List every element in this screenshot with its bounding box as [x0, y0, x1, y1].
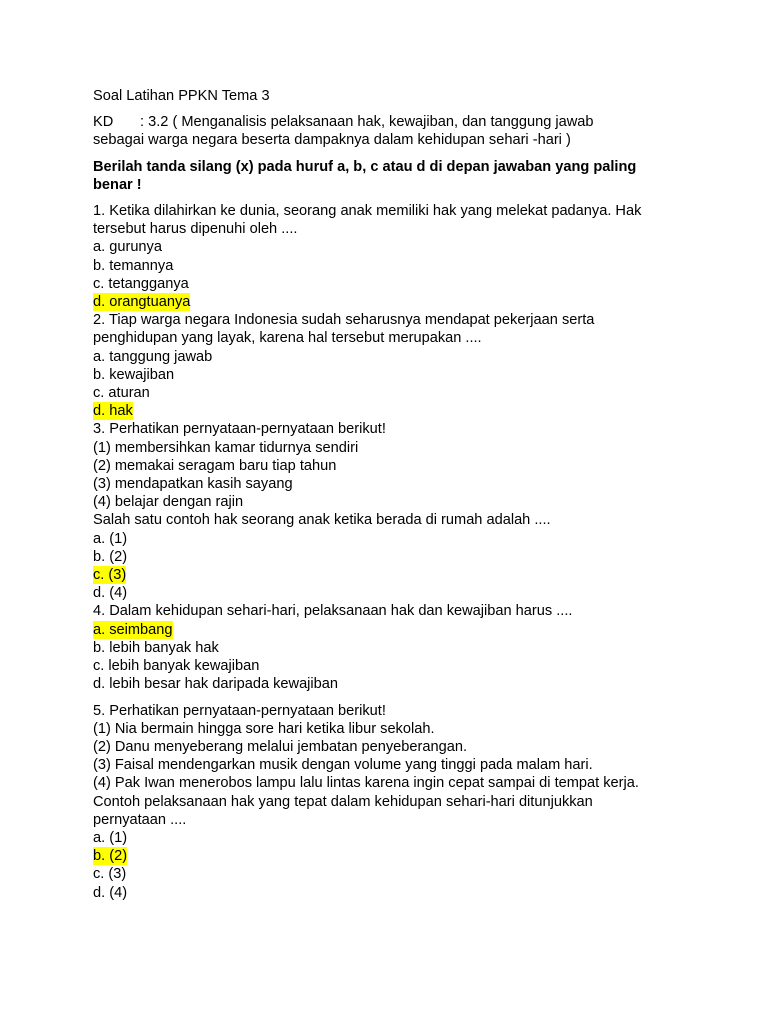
answer-option[interactable] — [93, 829, 733, 847]
option-label: a. tanggung jawab — [93, 348, 213, 365]
question-5-text-line: Contoh pelaksanaan hak yang tepat dalam kehidupan sehari-hari ditunjukkan — [93, 793, 593, 810]
answer-option[interactable] — [93, 584, 733, 602]
option-label: a. (1) — [93, 829, 128, 846]
option-label: b. temannya — [93, 257, 174, 274]
answer-option[interactable] — [93, 884, 733, 902]
question-3-text-line: (4) belajar dengan rajin — [93, 494, 244, 511]
question-4 — [93, 602, 733, 693]
highlighted-answer: d. orangtuanya — [93, 294, 191, 311]
question-5 — [93, 702, 733, 902]
document-title: Soal Latihan PPKN Tema 3 — [93, 88, 270, 104]
answer-option[interactable] — [93, 847, 733, 865]
kd-text-line-2: sebagai warga negara beserta dampaknya dalam kehidupan sehari -hari ) — [93, 132, 571, 149]
question-3-text-line: (2) memakai seragam baru tiap tahun — [93, 457, 337, 474]
option-label: a. (1) — [93, 530, 128, 547]
question-5-text-line: (1) Nia bermain hingga sore hari ketika libur sekolah. — [93, 720, 435, 737]
answer-option[interactable] — [93, 384, 733, 402]
answer-option[interactable] — [93, 657, 733, 675]
option-label: b. lebih banyak hak — [93, 639, 219, 656]
question-list — [93, 202, 733, 902]
answer-option[interactable] — [93, 566, 733, 584]
answer-option[interactable] — [93, 238, 733, 256]
question-5-text-line: 5. Perhatikan pernyataan-pernyataan berikut! — [93, 702, 386, 719]
answer-option[interactable] — [93, 675, 733, 693]
answer-option[interactable] — [93, 402, 733, 420]
option-label: c. tetangganya — [93, 275, 189, 292]
document-page — [93, 87, 733, 902]
question-2-text-line: penghidupan yang layak, karena hal tersebut merupakan .... — [93, 330, 482, 347]
option-label: c. aturan — [93, 385, 150, 402]
option-label: c. (3) — [93, 866, 127, 883]
question-1-text-line: tersebut harus dipenuhi oleh .... — [93, 221, 298, 238]
option-label: d. lebih besar hak daripada kewajiban — [93, 676, 339, 693]
highlighted-answer: d. hak — [93, 403, 133, 420]
option-label: a. gurunya — [93, 239, 162, 256]
question-1 — [93, 202, 733, 311]
answer-option[interactable] — [93, 275, 733, 293]
answer-option[interactable] — [93, 293, 733, 311]
kd-text-line-1: : 3.2 ( Menganalisis pelaksanaan hak, kewajiban, dan tanggung jawab — [140, 114, 594, 131]
answer-option[interactable] — [93, 530, 733, 548]
question-3-text-line: (3) mendapatkan kasih sayang — [93, 476, 293, 493]
answer-option[interactable] — [93, 348, 733, 366]
highlighted-answer: a. seimbang — [93, 621, 173, 638]
question-3-text-line: (1) membersihkan kamar tidurnya sendiri — [93, 439, 359, 456]
kd-block — [93, 113, 733, 149]
question-2 — [93, 311, 733, 420]
answer-option[interactable] — [93, 621, 733, 639]
question-4-text-line: 4. Dalam kehidupan sehari-hari, pelaksanaan hak dan kewajiban harus .... — [93, 603, 573, 620]
option-label: d. (4) — [93, 585, 128, 602]
answer-option[interactable] — [93, 639, 733, 657]
question-1-text-line: 1. Ketika dilahirkan ke dunia, seorang anak memiliki hak yang melekat padanya. Hak — [93, 203, 642, 220]
option-label: b. (2) — [93, 548, 128, 565]
question-5-text-line: (2) Danu menyeberang melalui jembatan penyeberangan. — [93, 738, 468, 755]
answer-option[interactable] — [93, 548, 733, 566]
answer-option[interactable] — [93, 257, 733, 275]
question-5-text-line: (4) Pak Iwan menerobos lampu lalu lintas karena ingin cepat sampai di tempat kerja. — [93, 775, 639, 792]
highlighted-answer: c. (3) — [93, 567, 127, 584]
question-2-text-line: 2. Tiap warga negara Indonesia sudah seharusnya mendapat pekerjaan serta — [93, 312, 595, 329]
instruction-line-1: Berilah tanda silang (x) pada huruf a, b, c atau d di depan jawaban yang paling — [93, 158, 637, 175]
question-5-text-line: pernyataan .... — [93, 811, 187, 828]
kd-label: KD — [93, 114, 114, 131]
question-3 — [93, 420, 733, 602]
question-5-text-line: (3) Faisal mendengarkan musik dengan volume yang tinggi pada malam hari. — [93, 757, 593, 774]
answer-option[interactable] — [93, 366, 733, 384]
question-3-text-line: 3. Perhatikan pernyataan-pernyataan berikut! — [93, 421, 386, 438]
option-label: b. kewajiban — [93, 366, 175, 383]
option-label: d. (4) — [93, 884, 128, 901]
question-3-text-line: Salah satu contoh hak seorang anak ketika berada di rumah adalah .... — [93, 512, 551, 529]
highlighted-answer: b. (2) — [93, 848, 128, 865]
option-label: c. lebih banyak kewajiban — [93, 658, 260, 675]
answer-option[interactable] — [93, 865, 733, 883]
instruction-line-2: benar ! — [93, 176, 142, 193]
instruction — [93, 158, 733, 194]
